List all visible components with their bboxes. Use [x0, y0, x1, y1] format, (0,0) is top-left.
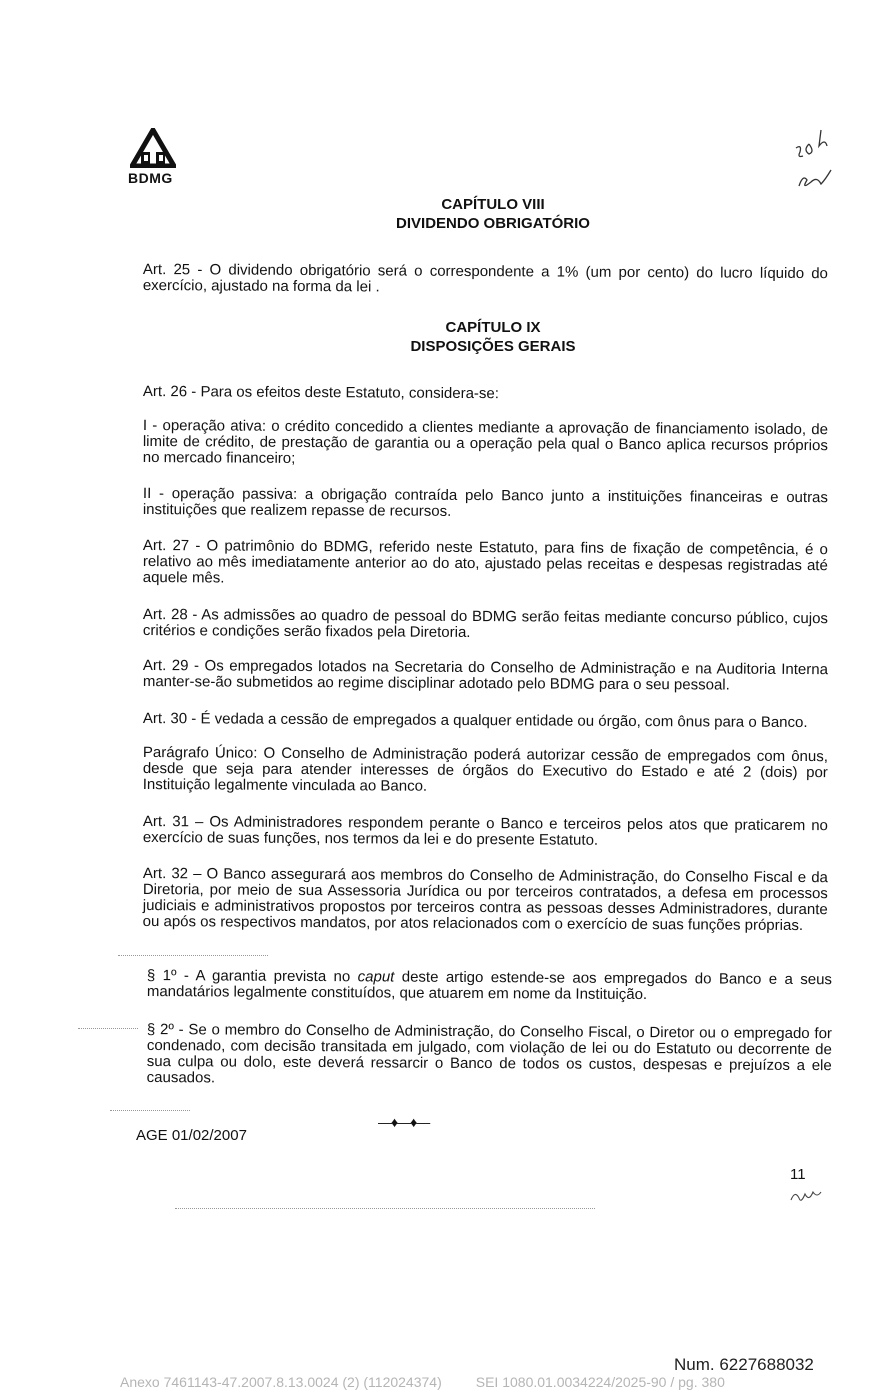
article-26-item-i: I - operação ativa: o crédito concedido a clientes mediante a aprovação de financiamento isolado, de limite de crédito, de prestação de garantia ou a operação pela qual o Banco aplica recursos próprios no mercado financeiro; [142, 417, 828, 467]
article-25: Art. 25 - O dividendo obrigatório será o correspondente a 1% (um por cento) do lucro líquido do exercício, ajustado na forma da lei . [142, 261, 828, 296]
article-32: Art. 32 – O Banco assegurará aos membros do Conselho de Administração, do Conselho Fiscal e da Diretoria, por meio de sua Assessoria Jurídica ou por terceiros contratados, a defesa em processos judiciais e administrativos propostos por terceiros contra as pessoas desses Administradores, durante ou após os respectivos mandatos, por atos relacionados com o exercício de suas funções próprias. [142, 865, 828, 935]
article-26-item-ii: II - operação passiva: a obrigação contraída pelo Banco junto a instituições financeiras e outras instituições que realizem repasse de recursos. [142, 485, 828, 520]
bdmg-logo [128, 128, 180, 186]
paragraph-1 [147, 968, 832, 1004]
sei-reference: SEI 1080.01.0034224/2025-90 / pg. 380 [475, 1374, 725, 1390]
scan-mark [118, 955, 268, 956]
chapter-ix-heading [0, 318, 891, 356]
footer-age-date: AGE 01/02/2007 [136, 1127, 247, 1144]
document-number-stamp: Num. 6227688032 [674, 1355, 814, 1374]
scan-mark [110, 1110, 190, 1111]
article-31: Art. 31 – Os Administradores respondem perante o Banco e terceiros pelos atos que praticarem no exercício de suas funções, nos termos da lei e do presente Estatuto. [142, 813, 828, 849]
scan-mark [175, 1208, 595, 1209]
article-30: Art. 30 - É vedada a cessão de empregados a qualquer entidade ou órgão, com ônus para o Banco. [142, 710, 808, 732]
scan-mark [78, 1028, 138, 1029]
article-26: Art. 26 - Para os efeitos deste Estatuto, considera-se: [142, 383, 500, 403]
paragrafo-unico: Parágrafo Único: O Conselho de Administração poderá autorizar cessão de empregados com ônus, desde que seja para atender interesses de órgãos do Executivo do Estado e até 2 (dois) por Instituição legalmente vinculada ao Banco. [142, 744, 828, 795]
chapter-viii-heading [0, 195, 891, 233]
handwritten-scribble-icon [788, 1186, 828, 1206]
logo-text: BDMG [128, 170, 173, 186]
article-27: Art. 27 - O patrimônio do BDMG, referido neste Estatuto, para fins de fixação de competência, é o relativo ao mês imediatamente anterior ao do ato, ajustado pelas receitas e despesas registradas até aquele mês. [142, 537, 828, 587]
chapter-ix-number: CAPÍTULO IX [445, 319, 541, 336]
paragraph-1-text-b: deste artigo estende-se aos empregados do Banco e a seus mandatários legalmente constituídos, que atuarem em nome da Instituição. [146, 968, 833, 1004]
bdmg-logo-icon [130, 128, 176, 168]
chapter-viii-number: CAPÍTULO VIII [441, 196, 545, 213]
article-28: Art. 28 - As admissões ao quadro de pessoal do BDMG serão feitas mediante concurso público, cujos critérios e condições serão fixados pela Diretoria. [142, 606, 828, 642]
page-number: 11 [790, 1166, 806, 1183]
article-29: Art. 29 - Os empregados lotados na Secretaria do Conselho de Administração e na Auditoria Interna manter-se-ão submetidos ao regime disciplinar adotado pelo BDMG para o seu pessoal. [142, 657, 828, 694]
chapter-ix-title: DISPOSIÇÕES GERAIS [410, 338, 576, 355]
paragraph-2: § 2º - Se o membro do Conselho de Administração, do Conselho Fiscal, o Diretor ou o empregado for condenado, com decisão transitada em julgado, com violação de lei ou do Estatuto ou decorrente de sua culpa ou dolo, este deverá ressarcir o Banco de todos os custos, despesas e prejuízos a ele causados. [146, 1021, 832, 1087]
paragraph-1-caput: caput [357, 968, 395, 986]
paragraph-1-text-a: § 1º - A garantia prevista no [146, 967, 358, 986]
chapter-viii-title: DIVIDENDO OBRIGATÓRIO [396, 215, 590, 232]
section-divider: —♦—♦— [378, 1114, 430, 1130]
annex-reference: Anexo 7461143-47.2007.8.13.0024 (2) (112024374) [120, 1374, 442, 1390]
annex-footer [120, 1374, 725, 1390]
